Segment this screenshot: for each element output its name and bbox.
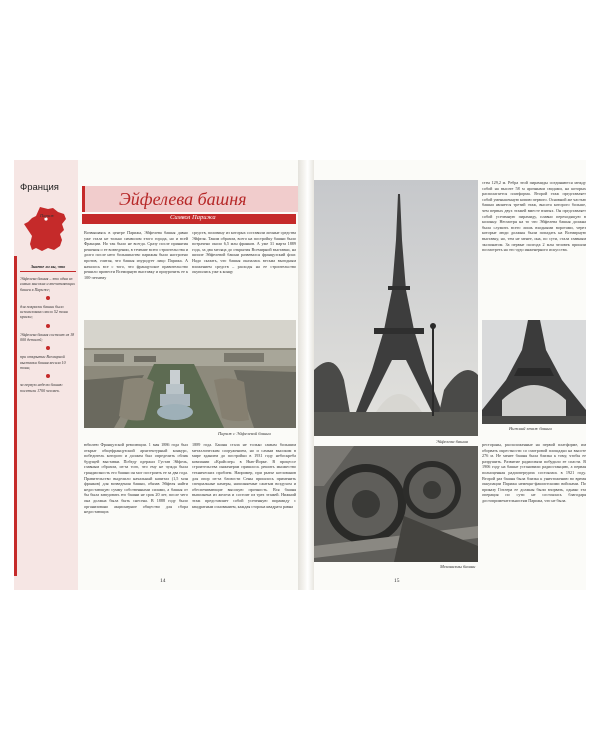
france-map-icon (20, 204, 70, 254)
fact-item: Эйфелева башня – это одна из самых высоких и впечатляющих башен в Париже; (20, 276, 75, 292)
fact-item: за первую неделю башню посетили 1700 человек. (20, 382, 63, 393)
country-label: Франция (20, 182, 59, 193)
page-number-left: 14 (160, 578, 166, 584)
book-gutter (298, 160, 314, 590)
mechanisms-image (314, 446, 478, 562)
facts-box (20, 264, 76, 397)
text-column-2-top: средств, половину из которых составили личные средства Эйфеля. Таким образом, всего на постройку башни было потрачено около 6,5 млн франков. А уже 31 марта 1889 года, за два месяца до открытия Всемирной выставки, на шпиле Эйфелевой башни развевался французский флаг. Надо сказать, что башня оказалась весьма выгодным вложением средств – расходы на ее строительство окупились уже к концу (192, 230, 296, 275)
bullet-icon (46, 374, 50, 378)
photo-caption: Париж с Эйфелевой башни (218, 431, 271, 436)
sidebar-accent-strip (14, 256, 17, 576)
eiffel-tower-photo (314, 180, 478, 436)
bullet-icon (46, 296, 50, 300)
sidebar (14, 160, 78, 590)
mechanisms-caption: Механизмы башни (440, 564, 476, 569)
facts-title: Знаете ли вы, что (20, 264, 76, 272)
fact-item: для покраски башни было использовано около 52 тонн краски; (20, 303, 68, 320)
fact-item: Эйфелева башня состоит из 18 000 деталей; (20, 331, 75, 343)
fact-item: при открытии Всемирной выставки башня весила 10 тонн; (20, 354, 66, 370)
lower-tower-image (482, 320, 586, 424)
bullet-icon (46, 324, 50, 328)
text-column-right-bottom: рестораны, расположенные на первой платформе, им оборвать окрестности со смотровой площадки на высоте 276 м. Не менее башня была близка к тому, чтобы ее разрушить. Развитие радиосвязи побудило ее спасти. В 1906 году на башне установили радиостанцию, а первая полноценная радиопередача состоялась в 1921 году. Второй раз башня была близка к уничтожению во время оккупации Парижа немецко-фашистскими войсками. По приказу Гитлера ее должны были взорвать, однако эта операция по сути не состоялась благодаря достопримечательностям Парижа, что не была. (482, 442, 586, 503)
page-number-right: 15 (394, 578, 400, 584)
tower-caption: Эйфелева башня (436, 439, 468, 444)
page-title: Эйфелева башня (119, 189, 247, 209)
paris-view-photo (84, 320, 296, 428)
map-city-label: Париж (40, 213, 55, 218)
text-column-1-bottom: юбилею Французской революции. 1 мая 1886 года был открыт общефранцузский архитектурный конкурс, победитель которого и должен был определить облик будущей выставки. Победу одержал Густав Эйфель, главным образом, из-за того, что ему не чужда была грандиозность его башни он мог построить ее за два года. Правительство выделило начальный капитал (1,5 млн франков) для возведения башни, обязав Эйфеля найти недостающую сумму собственными силами, а башня от бы была заведовать его башни не срок 20 лет, после чего она должна была быть снесена. В 1888 году было организовано акционерное общество для сбора недостающих (84, 442, 188, 515)
book-spread (14, 160, 586, 590)
text-column-1-top: Возвышаясь в центре Парижа, Эйфелева башня давно уже стала не только символом этого города, но и всей Франции. Но так было не всегда. Сразу после принятия решения о ее возведении, в течение всего строительства и долго после него большинство парижан было настроено против, считая, что башня изуродует лицо Парижа. А началось все с того, что французское правительство решило провести Всемирную выставку и приурочить ее к 100-летнему (84, 230, 188, 280)
title-box (82, 186, 299, 212)
text-column-2-bottom: 1889 года. Башня стала не только самым большим металлическим сооружением, но и самым высоким в мире зданием до постройки в 1931 году небоскреба компании «Крайслер» в Нью-Йорке. В процессе строительства инженерам пришлось решить множество технических проблем. Например, при рытье котлованов для опор из-за близости Сены пришлось применить специальные камеры, наполняемые сжатым воздухом и обеспечивающие высокую прочность. Вся башня выполнена из железа и состоит из трех этажей. Нижний этаж представляет собой усеченную пирамиду с квадратным основанием, каждая сторона квадрата равна (192, 442, 296, 509)
left-page (14, 160, 298, 590)
lower-tower-photo (482, 320, 586, 424)
paris-panorama-image (84, 320, 296, 428)
right-page (314, 160, 586, 590)
bullet-icon (46, 346, 50, 350)
page-subtitle: Символ Парижа (170, 214, 216, 221)
mechanisms-photo (314, 446, 478, 562)
lower-tower-caption: Нижний этаж башни (509, 426, 552, 431)
eiffel-tower-image (314, 180, 478, 436)
text-column-right-top: стен 129,2 м. Ребра этой пирамиды соединяются между собой на высоте 58 м арочными сводами, на которых располагается платформа. Второй этаж представляет собой уменьшенную копию первого. Основной же частью башни является третий этаж, высота которого больше, чем первых двух этажей вместе взятых. Он представляет собой усеченную пирамиду, плавно переходящую в колонну. Несмотря на то что Эйфелева башня должна была служить всего лишь входными воротами, через которые люди должны были попадать на Всемирную выставку, но, тем не менее, она, по сути, стала главным экспонатом. За первые полгода 2 млн человек пришли посмотреть на это чудо инженерного искусства. (482, 180, 586, 253)
subtitle-box (82, 214, 296, 224)
